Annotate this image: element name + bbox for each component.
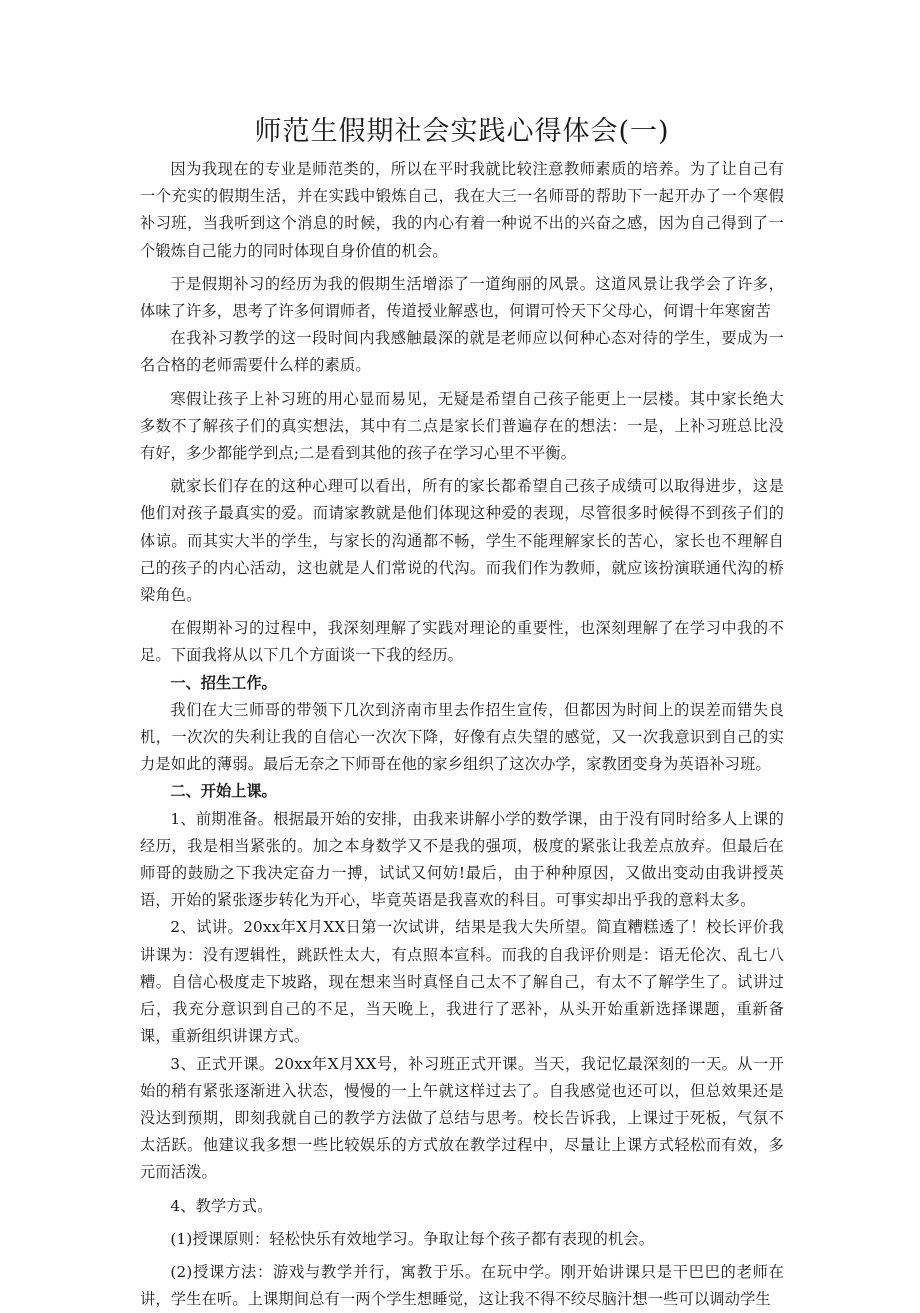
paragraph-preparation: 1、前期准备。根据最开始的安排，由我来讲解小学的数学课，由于没有同时给多人上课的经历，我是相当紧张的。加之本身数学又不是我的强项，极度的紧张让我差点放弃。但最后在师哥的鼓励之下我决定奋力一搏，试试又何妨!最后，由于种种原因，又做出变动由我讲授英语，开始的紧张逐步转化为开心，毕竟英语是我喜欢的科目。可事实却出乎我的意料太多。 [140, 809, 784, 910]
paragraph-intro: 因为我现在的专业是师范类的，所以在平时我就比较注意教师素质的培养。为了让自己有一个充实的假期生活，并在实践中锻炼自己，我在大三一名师哥的帮助下一起开办了一个寒假补习班，当我听到这个消息的时候，我的内心有着一种说不出的兴奋之感，因为自己得到了一个锻炼自己能力的同时体现自身价值的机会。 [140, 160, 784, 260]
paragraph-scenery: 于是假期补习的经历为我的假期生活增添了一道绚丽的风景。这道风景让我学会了许多，体味了许多，思考了许多何谓师者，传道授业解惑也，何谓可怜天下父母心，何谓十年寒窗苦 [140, 274, 784, 321]
paragraph-recruitment: 我们在大三师哥的带领下几次到济南市里去作招生宣传，但都因为时间上的误差而错失良机，一次次的失利让我的自信心一次次下降，好像有点失望的感觉，又一次我意识到自己的实力是如此的薄弱。最后无奈之下师哥在他的家乡组织了这次办学，家教团变身为英语补习班。 [140, 700, 784, 774]
document-page [140, 112, 784, 1313]
paragraph-parents-intent: 寒假让孩子上补习班的用心显而易见，无疑是希望自己孩子能更上一层楼。其中家长绝大多数不了解孩子们的真实想法，其中有二点是家长们普遍存在的想法：一是，上补习班总比没有好，多少都能学到点;二是看到其他的孩子在学习心里不平衡。 [140, 389, 784, 463]
document-title: 师范生假期社会实践心得体会(一) [254, 116, 670, 147]
paragraph-practice-theory: 在假期补习的过程中，我深刻理解了实践对理论的重要性，也深刻理解了在学习中我的不足。下面我将从以下几个方面谈一下我的经历。 [140, 619, 784, 665]
section-heading-recruitment: 一、招生工作。 [170, 673, 277, 692]
paragraph-teaching-principle: (1)授课原则：轻松快乐有效地学习。争取让每个孩子都有表现的机会。 [170, 1229, 655, 1248]
paragraph-teacher-attitude: 在我补习教学的这一段时间内我感触最深的就是老师应以何种心态对待的学生，要成为一名合格的老师需要什么样的素质。 [140, 329, 784, 375]
paragraph-generation-gap: 就家长们存在的这种心理可以看出，所有的家长都希望自己孩子成绩可以取得进步，这是他们对孩子最真实的爱。而请家教就是他们体现这种爱的表现，尽管很多时候得不到孩子们的体谅。而其实大半的学生，与家长的沟通都不畅，学生不能理解家长的苦心，家长也不理解自己的孩子的内心活动，这也就是人们常说的代沟。而我们作为教师，就应该扮演联通代沟的桥梁角色。 [140, 477, 784, 605]
paragraph-teaching-approach: (2)授课方法：游戏与教学并行，寓教于乐。在玩中学。刚开始讲课只是干巴巴的老师在讲，学生在听。上课期间总有一两个学生想睡觉，这让我不得不绞尽脑汁想一些可以调动学生 [140, 1262, 784, 1309]
section-heading-classes: 二、开始上课。 [170, 782, 277, 801]
paragraph-trial-lecture: 2、试讲。20xx年X月XX日第一次试讲，结果是我大失所望。简直糟糕透了！校长评价我讲课为：没有逻辑性，跳跃性太大，有点照本宣科。而我的自我评价则是：语无伦次、乱七八糟。自信心极度走下坡路，现在想来当时真怪自己太不了解自己，有太不了解学生了。试讲过后，我充分意识到自己的不足，当天晚上，我进行了恶补，从头开始重新选择课题，重新备课，重新组织讲课方式。 [140, 918, 784, 1046]
paragraph-formal-start: 3、正式开课。20xx年X月XX号，补习班正式开课。当天，我记忆最深刻的一天。从一开始的稍有紧张逐渐进入状态，慢慢的一上午就这样过去了。自我感觉也还可以，但总效果还是没达到预期，即刻我就自己的教学方法做了总结与思考。校长告诉我，上课过于死板，气氛不太活跃。他建议我多想一些比较娱乐的方式放在教学过程中，尽量让上课方式轻松而有效，多元而活泼。 [140, 1054, 784, 1182]
paragraph-teaching-method-heading: 4、教学方式。 [170, 1196, 273, 1215]
